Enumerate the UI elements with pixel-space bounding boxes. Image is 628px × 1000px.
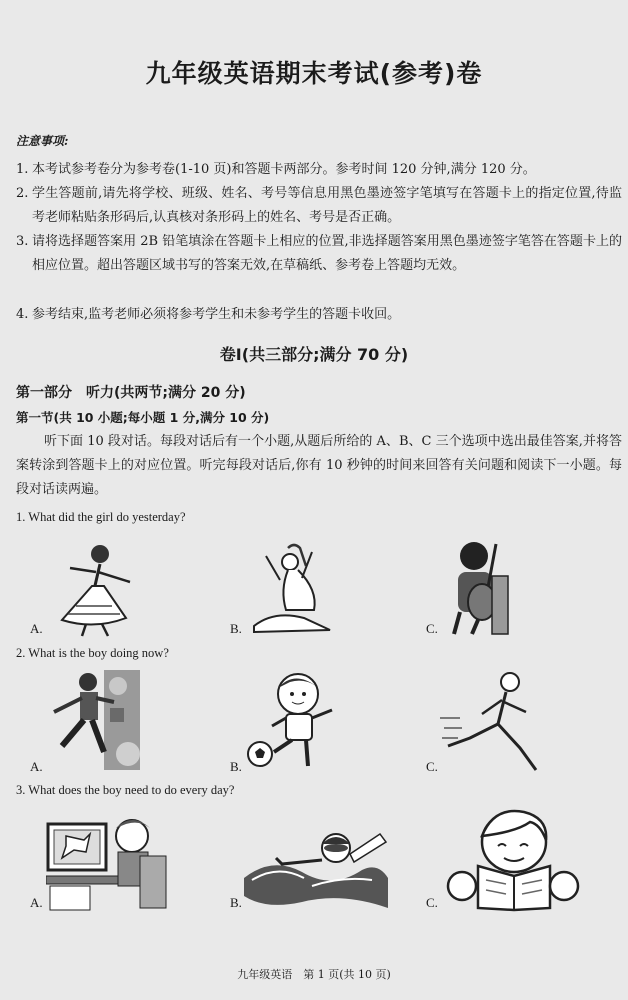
note-number: 1.: [16, 162, 29, 177]
kungfu-boy-icon: [48, 668, 142, 772]
reading-book-icon: [444, 806, 582, 912]
option-b-label: B.: [230, 621, 242, 636]
page-footer: 九年级英语 第 1 页(共 10 页): [237, 968, 391, 981]
note-item: [16, 303, 622, 327]
soccer-boy-icon: [244, 670, 342, 774]
note-item: [16, 230, 622, 278]
option-c-label: C.: [426, 895, 438, 910]
question-2-text: 2. What is the boy doing now?: [16, 646, 169, 660]
note-number: 3.: [16, 234, 29, 249]
question-3-text: 3. What does the boy need to do every day?: [16, 783, 235, 797]
note-text: 学生答题前,请先将学校、班级、姓名、考号等信息用黑色墨迹签字笔填写在答题卡上的指定位置,待监考老师粘贴条形码后,认真核对条形码上的姓名、考号是否正确。: [32, 186, 622, 225]
note-item: [16, 182, 622, 230]
note-text: 请将选择题答案用 2B 铅笔填涂在答题卡上相应的位置,非选择题答案用黑色墨迹签字笔答在答题卡上的相应位置。超出答题区域书写的答案无效,在草稿纸、参考卷上答题均无效。: [32, 234, 622, 273]
notes-heading: 注意事项:: [16, 134, 69, 148]
part-title: 第一部分 听力(共两节;满分 20 分): [16, 385, 246, 401]
option-c-label: C.: [426, 621, 438, 636]
option-a-label: A.: [30, 895, 43, 910]
section-title: 卷Ⅰ(共三部分;满分 70 分): [219, 345, 409, 364]
subsection-title: 第一节(共 10 小题;每小题 1 分,满分 10 分): [16, 410, 270, 425]
note-text: 本考试参考卷分为参考卷(1-10 页)和答题卡两部分。参考时间 120 分钟,满分 120 分。: [32, 162, 536, 177]
page-title: 九年级英语期末考试(参考)卷: [145, 59, 483, 88]
running-man-icon: [440, 668, 546, 774]
swimming-icon: [242, 820, 390, 910]
option-b-label: B.: [230, 895, 242, 910]
note-text: 参考结束,监考老师必须将参考学生和未参考学生的答题卡收回。: [32, 307, 401, 322]
option-c-label: C.: [426, 759, 438, 774]
yoga-stretch-icon: [244, 540, 336, 638]
note-number: 4.: [16, 307, 29, 322]
computer-game-icon: [46, 806, 170, 912]
option-b-label: B.: [230, 759, 242, 774]
question-1-text: 1. What did the girl do yesterday?: [16, 510, 186, 524]
note-item: [16, 158, 622, 182]
dancing-girl-icon: [46, 538, 140, 638]
option-a-label: A.: [30, 621, 43, 636]
listening-instructions: 听下面 10 段对话。每段对话后有一个小题,从题后所给的 A、B、C 三个选项中选出最佳答案,并将答案转涂到答题卡上的对应位置。听完每段对话后,你有 10 秒钟的时间来回答有关问题和阅读下一小题。每段对话读两遍。: [16, 434, 622, 497]
playing-pipa-icon: [442, 536, 516, 636]
option-a-label: A.: [30, 759, 43, 774]
note-number: 2.: [16, 186, 29, 201]
